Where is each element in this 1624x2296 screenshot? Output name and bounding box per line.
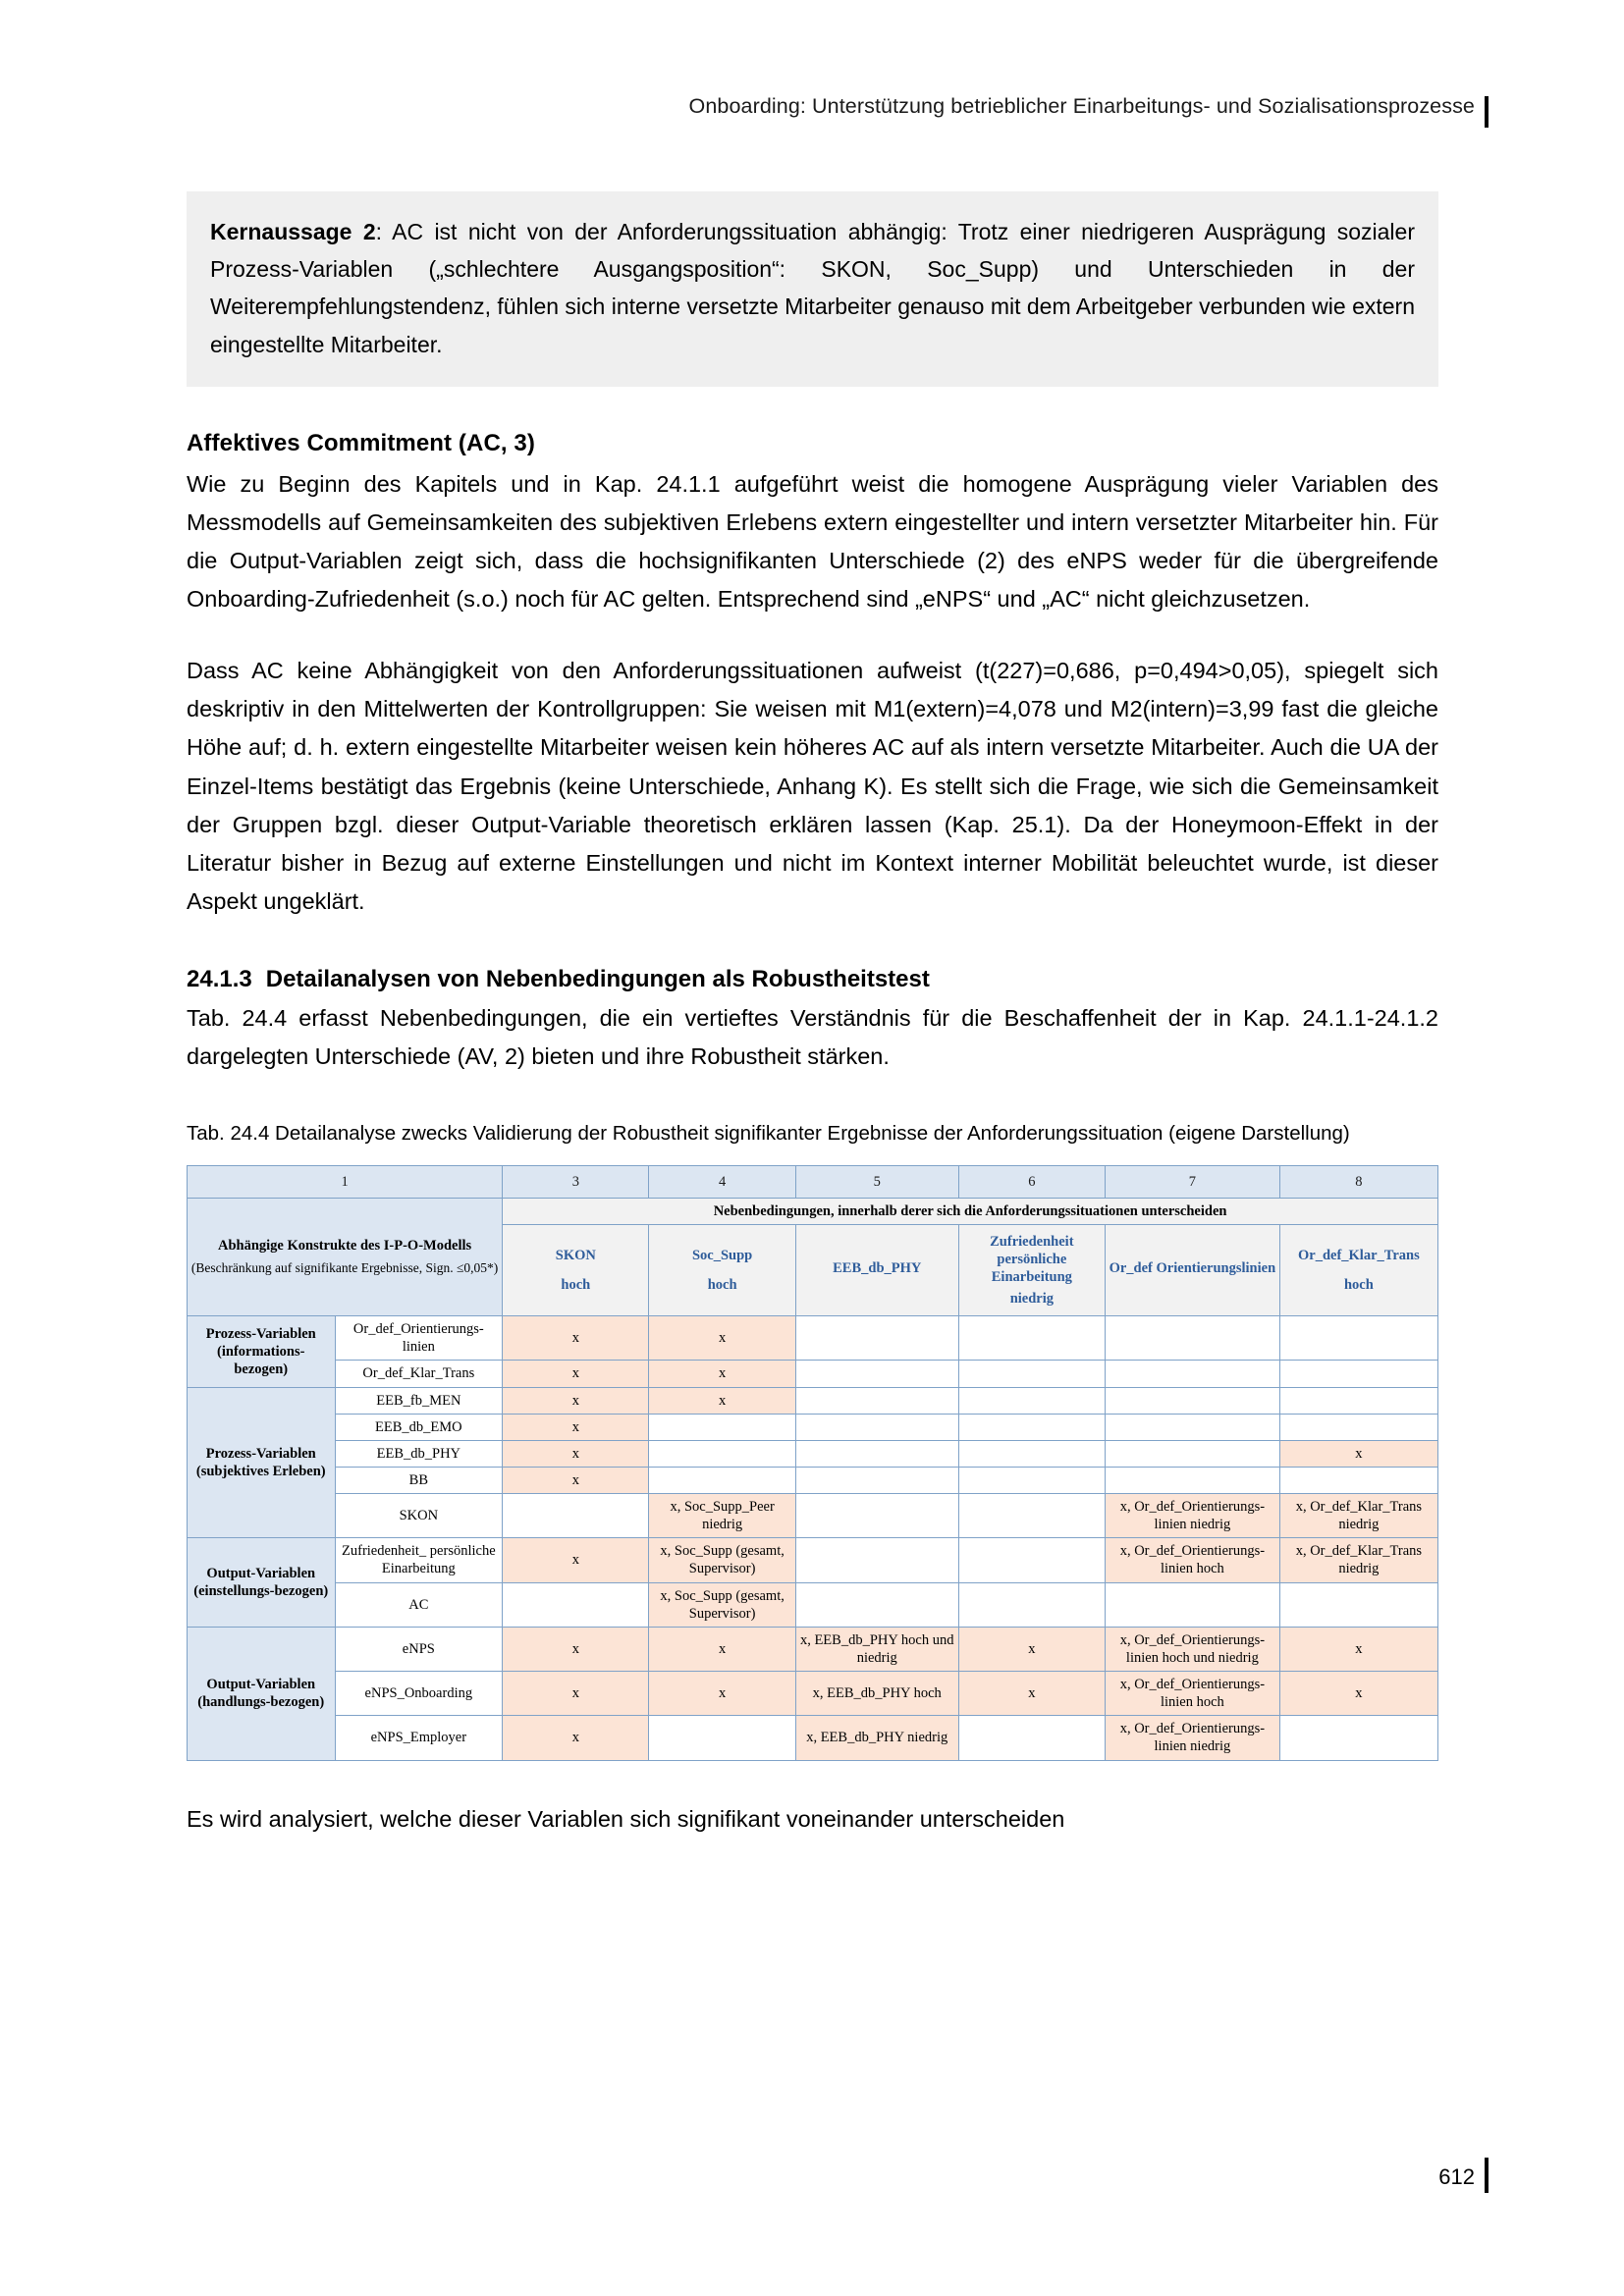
table-container [187, 1165, 1438, 1761]
data-cell [795, 1361, 958, 1387]
table-row [188, 1494, 1438, 1538]
row-label: SKON [335, 1494, 503, 1538]
page-number: 612 [1438, 2164, 1475, 2189]
data-cell [958, 1716, 1105, 1760]
data-cell: x [958, 1672, 1105, 1716]
table-header-col-ordef [1106, 1225, 1280, 1316]
table-row [188, 1440, 1438, 1467]
data-cell: x [1279, 1627, 1437, 1671]
paragraph-subsection: Tab. 24.4 erfasst Nebenbedingungen, die ein vertieftes Verständnis für die Beschaffenheit der in Kap. 24.1.1-24.1.2 dargelegten Unterschiede (AV, 2) bieten und ihre Robustheit stärken. [187, 1005, 1438, 1070]
data-cell: x [649, 1672, 795, 1716]
col-number-6: 6 [958, 1166, 1105, 1199]
header-col-name-1: SKON [555, 1248, 596, 1264]
header-col-name-3: EEB_db_PHY [833, 1260, 922, 1277]
data-cell: x [503, 1538, 649, 1582]
data-cell: x, Soc_Supp (gesamt, Supervisor) [649, 1582, 795, 1627]
data-cell [1106, 1467, 1280, 1493]
col-number-1: 1 [188, 1166, 503, 1199]
row-label: Or_def_Orientierungs-linien [335, 1316, 503, 1361]
row-label: AC [335, 1582, 503, 1627]
data-cell [795, 1316, 958, 1361]
data-cell: x, Soc_Supp_Peer niedrig [649, 1494, 795, 1538]
table-row [188, 1467, 1438, 1493]
data-cell: x, EEB_db_PHY hoch und niedrig [795, 1627, 958, 1671]
row-label: BB [335, 1467, 503, 1493]
data-cell: x [1279, 1672, 1437, 1716]
data-cell: x [1279, 1440, 1437, 1467]
row-label: EEB_fb_MEN [335, 1387, 503, 1414]
data-cell [1106, 1387, 1280, 1414]
subsection-title: Detailanalysen von Nebenbedingungen als Robustheitstest [265, 966, 930, 993]
row-group-label-4: Output-Variablen (handlungs-bezogen) [188, 1627, 336, 1760]
subsection-number: 24.1.3 [187, 966, 252, 993]
header-col-level-6: hoch [1343, 1277, 1374, 1294]
col-number-3: 3 [503, 1166, 649, 1199]
data-cell [958, 1387, 1105, 1414]
row-label: EEB_db_EMO [335, 1414, 503, 1440]
subsection-heading-2413 [187, 966, 1438, 993]
table-caption: Tab. 24.4 Detailanalyse zwecks Validierung der Robustheit signifikanter Ergebnisse der Anforderungssituation (eigene Darstellung) [187, 1122, 1350, 1146]
data-cell [1106, 1414, 1280, 1440]
key-statement-box [187, 191, 1438, 387]
header-col-name-4: Zufriedenheit persönliche Einarbeitung [990, 1233, 1074, 1286]
data-cell: x [958, 1627, 1105, 1671]
data-cell [1106, 1361, 1280, 1387]
data-cell: x, EEB_db_PHY hoch [795, 1672, 958, 1716]
col-number-4: 4 [649, 1166, 795, 1199]
data-cell: x [503, 1414, 649, 1440]
data-cell [958, 1361, 1105, 1387]
data-cell [503, 1494, 649, 1538]
paragraph-ac-1: Wie zu Beginn des Kapitels und in Kap. 24.1.1 aufgeführt weist die homogene Ausprägung vieler Variablen des Messmodells auf Gemeinsamkeiten des subjektiven Erlebens extern eingestellter und intern versetzter Mitarbeiter hin. Für die Output-Variablen zeigt sich, dass die hochsignifikanten Unterschiede (2) des eNPS weder für die übergreifende Onboarding-Zufriedenheit (s.o.) noch für AC gelten. Entsprechend sind „eNPS“ und „AC“ nicht gleichzusetzen. [187, 470, 1438, 613]
data-cell [1279, 1467, 1437, 1493]
data-cell [795, 1414, 958, 1440]
data-cell [1279, 1582, 1437, 1627]
header-col-level-2: hoch [707, 1277, 737, 1294]
section-heading-ac: Affektives Commitment (AC, 3) [187, 429, 535, 456]
table-header-span: Nebenbedingungen, innerhalb derer sich die Anforderungssituationen unterscheiden [503, 1199, 1438, 1225]
data-cell: x, Or_def_Klar_Trans niedrig [1279, 1494, 1437, 1538]
data-cell [958, 1316, 1105, 1361]
data-cell: x [503, 1467, 649, 1493]
data-cell [503, 1582, 649, 1627]
data-cell: x [503, 1716, 649, 1760]
data-cell: x, EEB_db_PHY niedrig [795, 1716, 958, 1760]
data-cell [958, 1467, 1105, 1493]
key-statement-label: Kernaussage 2 [210, 219, 376, 244]
data-cell: x [503, 1387, 649, 1414]
data-cell: x [503, 1627, 649, 1671]
data-cell: x [503, 1672, 649, 1716]
table-header-col-eebdbphy [795, 1225, 958, 1316]
data-cell [1106, 1582, 1280, 1627]
table-row [188, 1387, 1438, 1414]
table-row-header-top [188, 1199, 1438, 1225]
table-row [188, 1316, 1438, 1361]
data-cell [1279, 1387, 1437, 1414]
running-head-rule [1485, 96, 1489, 128]
table-row [188, 1361, 1438, 1387]
table-header-col-ordefklar [1279, 1225, 1437, 1316]
col-number-5: 5 [795, 1166, 958, 1199]
table-row [188, 1582, 1438, 1627]
data-cell: x [503, 1316, 649, 1361]
header-col-name-6: Or_def_Klar_Trans [1297, 1248, 1420, 1264]
table-row [188, 1716, 1438, 1760]
data-cell: x [649, 1361, 795, 1387]
col-number-8: 8 [1279, 1166, 1437, 1199]
data-cell [649, 1414, 795, 1440]
data-cell [649, 1440, 795, 1467]
table-header-col-skon [503, 1225, 649, 1316]
page-number-rule [1485, 2158, 1489, 2193]
data-cell [795, 1387, 958, 1414]
table-row [188, 1672, 1438, 1716]
table-row [188, 1414, 1438, 1440]
data-cell: x, Or_def_Klar_Trans niedrig [1279, 1538, 1437, 1582]
data-cell [1279, 1361, 1437, 1387]
data-cell: x, Or_def_Orientierungs-linien hoch [1106, 1538, 1280, 1582]
detail-analysis-table [187, 1165, 1438, 1761]
data-cell [958, 1414, 1105, 1440]
data-cell [958, 1494, 1105, 1538]
row-label: eNPS_Employer [335, 1716, 503, 1760]
data-cell: x, Or_def_Orientierungs-linien hoch und niedrig [1106, 1627, 1280, 1671]
data-cell: x [649, 1316, 795, 1361]
data-cell [958, 1582, 1105, 1627]
data-cell: x [503, 1361, 649, 1387]
paragraph-ac-2: Dass AC keine Abhängigkeit von den Anforderungssituationen aufweist (t(227)=0,686, p=0,494>0,05), spiegelt sich deskriptiv in den Mittelwerten der Kontrollgruppen: Sie weisen mit M1(extern)=4,078 und M2(intern)=3,99 fast die gleiche Höhe auf; d. h. extern eingestellte Mitarbeiter weisen kein höheres AC auf als intern versetzte Mitarbeiter. Auch die UA der Einzel-Items bestätigt das Ergebnis (keine Unterschiede, Anhang K). Es stellt sich die Frage, wie sich die Gemeinsamkeit der Gruppen bzgl. dieser Output-Variable theoretisch erklären lassen (Kap. 25.1). Da der Honeymoon-Effekt in der Literatur bisher in Bezug auf externe Einstellungen und nicht im Kontext interner Mobilität beleuchtet wurde, ist dieser Aspekt ungeklärt. [187, 658, 1438, 914]
data-cell [649, 1716, 795, 1760]
data-cell [1106, 1440, 1280, 1467]
row-label: EEB_db_PHY [335, 1440, 503, 1467]
table-header-left-sub: (Beschränkung auf signifikante Ergebnisse, Sign. ≤0,05*) [190, 1260, 499, 1276]
table-row [188, 1627, 1438, 1671]
header-col-name-2: Soc_Supp [691, 1248, 753, 1264]
table-header-col-socsupp [649, 1225, 795, 1316]
table-header-left [188, 1199, 503, 1316]
running-head: Onboarding: Unterstützung betrieblicher Einarbeitungs- und Sozialisationsprozesse [688, 94, 1475, 118]
data-cell [795, 1440, 958, 1467]
data-cell [795, 1494, 958, 1538]
row-label: Zufriedenheit_ persönliche Einarbeitung [335, 1538, 503, 1582]
key-statement-text: : AC ist nicht von der Anforderungssituation abhängig: Trotz einer niedrigeren Ausprägung sozialer Prozess-Variablen („schlechtere Ausgangsposition“: SKON, Soc_Supp) und Unterschieden in der Weiterempfehlungstendenz, fühlen sich interne versetzte Mitarbeiter genauso mit dem Arbeitgeber verbunden wie extern eingestellte Mitarbeiter. [210, 219, 1415, 357]
data-cell: x [649, 1627, 795, 1671]
data-cell: x [649, 1387, 795, 1414]
row-group-label-3: Output-Variablen (einstellungs-bezogen) [188, 1538, 336, 1628]
data-cell [795, 1467, 958, 1493]
data-cell [1279, 1316, 1437, 1361]
data-cell: x [503, 1440, 649, 1467]
data-cell [1106, 1316, 1280, 1361]
data-cell: x, Or_def_Orientierungs-linien niedrig [1106, 1716, 1280, 1760]
data-cell: x, Or_def_Orientierungs-linien niedrig [1106, 1494, 1280, 1538]
row-label: eNPS [335, 1627, 503, 1671]
key-statement-paragraph [210, 213, 1415, 363]
data-cell: x, Or_def_Orientierungs-linien hoch [1106, 1672, 1280, 1716]
col-number-7: 7 [1106, 1166, 1280, 1199]
table-row [188, 1538, 1438, 1582]
table-row-colnumbers [188, 1166, 1438, 1199]
data-cell [649, 1467, 795, 1493]
data-cell: x, Soc_Supp (gesamt, Supervisor) [649, 1538, 795, 1582]
row-label: eNPS_Onboarding [335, 1672, 503, 1716]
header-col-name-5: Or_def Orientierungslinien [1109, 1260, 1276, 1277]
data-cell [1279, 1414, 1437, 1440]
data-cell [958, 1538, 1105, 1582]
row-label: Or_def_Klar_Trans [335, 1361, 503, 1387]
paragraph-closing: Es wird analysiert, welche dieser Variablen sich signifikant voneinander unterscheiden [187, 1805, 1065, 1832]
header-col-level-4: niedrig [1009, 1291, 1054, 1308]
data-cell [795, 1538, 958, 1582]
row-group-label-1: Prozess-Variablen (informations-bezogen) [188, 1316, 336, 1387]
data-cell [958, 1440, 1105, 1467]
table-header-left-title: Abhängige Konstrukte des I-P-O-Modells [217, 1238, 472, 1255]
data-cell [795, 1582, 958, 1627]
header-col-level-1: hoch [561, 1277, 591, 1294]
row-group-label-2: Prozess-Variablen (subjektives Erleben) [188, 1387, 336, 1538]
table-header-col-zufriedenheit [958, 1225, 1105, 1316]
data-cell [1279, 1716, 1437, 1760]
content-column [187, 191, 1438, 1839]
